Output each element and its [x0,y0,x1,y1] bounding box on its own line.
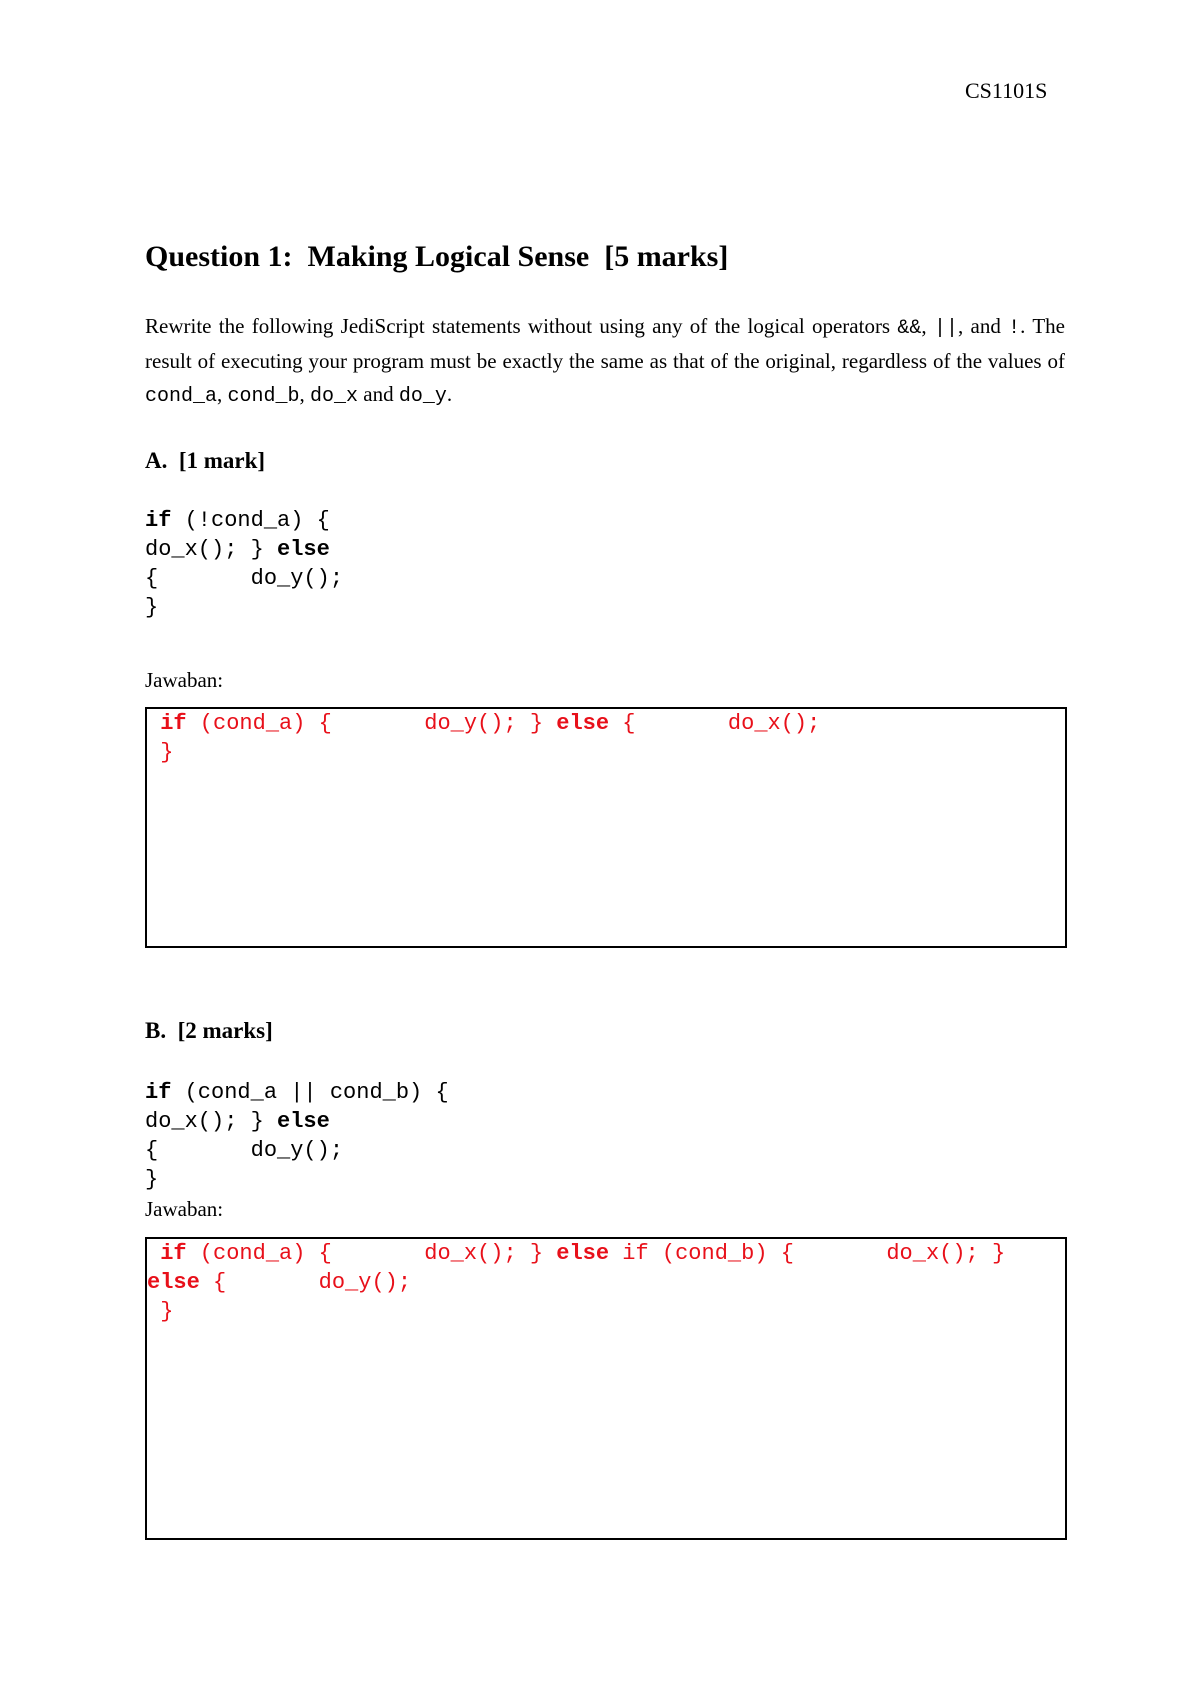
intro-text-7: and [358,382,399,406]
operator-and: && [897,317,922,340]
keyword-else: else [277,1109,330,1134]
part-b-code [145,1078,449,1194]
intro-text-6: , [299,382,311,406]
part-a-code-line-1 [145,506,343,535]
part-b-code-line-2 [145,1107,449,1136]
part-a-answer-label: Jawaban: [145,668,224,692]
var-cond-b: cond_b [227,385,300,408]
intro-text-1: Rewrite the following JediScript statements without using any of the logical operators [145,314,898,338]
code-text [147,711,160,736]
var-cond-a: cond_a [145,385,218,408]
part-a-code-line-3: { do_y(); [145,566,344,591]
keyword-else: else [556,711,610,736]
part-a-code-line-4: } [145,595,159,620]
part-b-code-line-4: } [145,1167,159,1192]
keyword-else: else [277,537,330,562]
intro-text-2: , [921,314,934,338]
intro-text-4: . The result of executing your program must be exactly the same as that of the original, regardless of the values of [145,314,1065,373]
keyword-else: else [147,1270,200,1295]
keyword-if: if [145,508,172,533]
part-b-answer-line-2 [147,1268,1005,1297]
question-instructions [145,310,1065,413]
var-do-x: do_x [310,385,359,408]
code-text: do_x(); } [145,537,278,562]
part-b-answer-code [147,1239,1005,1326]
question-title: Question 1: Making Logical Sense [5 marks] [145,240,729,273]
var-do-y: do_y [398,385,447,408]
part-b-code-line-3: { do_y(); [145,1138,344,1163]
part-a-code-line-2 [145,535,343,564]
course-code: CS1101S [965,78,1048,103]
code-text [147,1241,160,1266]
part-a-answer-line-1 [147,709,820,738]
keyword-if: if [160,711,187,736]
part-b-heading: B. [2 marks] [145,1018,273,1043]
part-b-code-line-1 [145,1078,449,1107]
keyword-else: else [556,1241,610,1266]
part-a-answer-code [147,709,820,767]
code-text: do_x(); } [145,1109,278,1134]
keyword-if: if [145,1080,172,1105]
intro-text-8: . [446,382,453,406]
intro-text-3: , and [957,314,1009,338]
part-a-answer-line-2: } [147,740,174,765]
intro-text-5: , [217,382,228,406]
code-text: if (cond_b) { do_x(); } [609,1241,1006,1266]
code-text: { do_x(); [609,711,821,736]
code-text: { do_y(); [199,1270,412,1295]
part-a-code [145,506,343,622]
code-text: (cond_a || cond_b) { [171,1080,449,1105]
part-b-answer-box[interactable] [145,1237,1067,1540]
operator-not: ! [1008,317,1021,340]
part-b-answer-line-1 [147,1239,1005,1268]
part-b-answer-label: Jawaban: [145,1197,224,1221]
keyword-if: if [160,1241,187,1266]
part-a-heading: A. [1 mark] [145,448,266,473]
part-b-answer-line-3: } [147,1299,174,1324]
code-text: (cond_a) { do_y(); } [186,711,557,736]
code-text: (cond_a) { do_x(); } [186,1241,557,1266]
part-a-answer-box[interactable] [145,707,1067,948]
code-text: (!cond_a) { [171,508,330,533]
operator-or: || [933,317,958,340]
